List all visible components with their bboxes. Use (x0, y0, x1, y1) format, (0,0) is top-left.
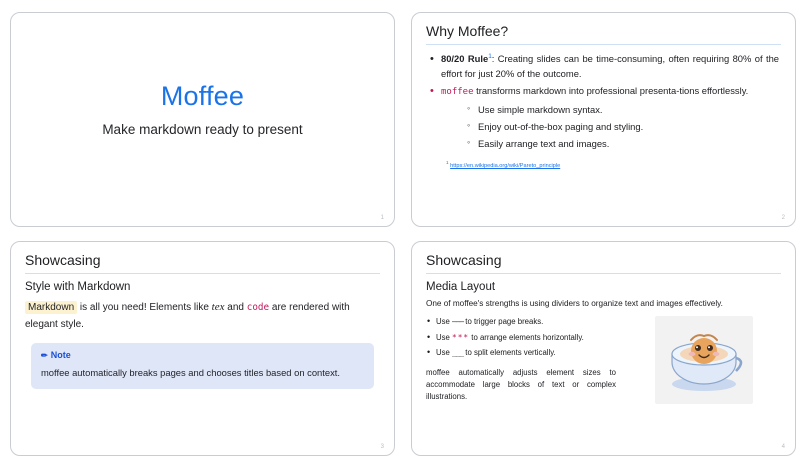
text-column (426, 316, 616, 404)
slide-2-why-moffee[interactable] (411, 12, 796, 227)
slide-3-style-with-markdown[interactable] (10, 241, 395, 456)
highlighted-text: Markdown (25, 301, 77, 314)
note-callout (31, 343, 374, 390)
list-item (428, 84, 779, 152)
slide-heading: Showcasing (426, 252, 502, 268)
body-paragraph (25, 299, 380, 333)
footnote-ref[interactable]: 1 (488, 53, 492, 60)
heading-divider (426, 273, 781, 274)
bullet-text: : Creating slides can be time-consuming, often requiring 80% of the effort for just 20% of the outcome. (441, 53, 779, 79)
page-title: Moffee (160, 80, 245, 111)
inline-code: moffee (441, 87, 474, 98)
slide-body (11, 281, 394, 389)
slide-1-title[interactable] (10, 12, 395, 227)
divider-token: *** (452, 332, 470, 342)
item-pre: Use (436, 348, 453, 358)
page-number: 1 (380, 215, 384, 221)
slide-4-media-layout[interactable] (411, 241, 796, 456)
list-item (426, 332, 616, 344)
divider-token: ——— (452, 317, 464, 326)
lead-paragraph: One of moffee's strengths is using dividers to organize text and images effectively. (426, 299, 723, 308)
slide-subheading: Media Layout (426, 281, 496, 293)
footnote (446, 159, 779, 171)
list-item: ◦ Enjoy out-of-the-box paging and styling. (467, 120, 779, 135)
paragraph-part: and (224, 302, 247, 313)
image-column (626, 316, 781, 404)
slide-1-content (11, 13, 394, 226)
paragraph-part: are rendered with elegant style. (25, 302, 350, 330)
slide-subheading: Style with Markdown (25, 281, 131, 293)
list-item: ◦ Easily arrange text and images. (467, 137, 779, 152)
note-text: moffee automatically breaks pages and chooses titles based on context. (41, 366, 340, 378)
page-number: 3 (380, 444, 384, 450)
note-title: Note (50, 349, 71, 360)
sub-bullet-list (441, 103, 779, 152)
divider-list (426, 316, 616, 359)
slide-body (412, 281, 795, 404)
bullet-list (428, 52, 779, 152)
item-post: to trigger page breaks. (463, 317, 544, 326)
paragraph-part: is all you need! Elements like (77, 302, 212, 313)
heading-divider (426, 44, 781, 45)
slide-heading: Showcasing (25, 252, 101, 268)
item-pre: Use (436, 332, 453, 342)
divider-token: ___ (452, 348, 464, 358)
footnote-marker: 1 (446, 159, 449, 165)
list-item (428, 52, 779, 81)
slide-heading: Why Moffee? (426, 23, 509, 39)
slide-body (412, 52, 795, 170)
item-post: to split elements vertically. (463, 348, 556, 358)
tex-sample: tex (211, 301, 225, 313)
inline-code: code (246, 302, 270, 313)
bullet-strong: 80/20 Rule (441, 53, 489, 65)
note-title-row (41, 350, 364, 360)
coffee-cup-illustration (655, 316, 753, 404)
two-column-layout (426, 316, 781, 404)
coffee-cup-icon (661, 324, 747, 396)
item-post: to arrange elements horizontally. (469, 332, 584, 342)
item-pre: Use (436, 317, 453, 326)
list-item (426, 316, 616, 328)
page-number: 2 (781, 215, 785, 221)
body-paragraph: moffee automatically adjusts element sizes to accommodate large blocks of text or complex illustrations. (426, 368, 616, 402)
footnote-link[interactable]: https://en.wikipedia.org/wiki/Pareto_principle (450, 162, 561, 169)
bullet-text: transforms markdown into professional presenta-tions effortlessly. (473, 85, 749, 97)
heading-divider (25, 273, 380, 274)
pencil-icon: ✏ (41, 350, 48, 360)
list-item: ◦ Use simple markdown syntax. (467, 103, 779, 118)
page-number: 4 (781, 444, 785, 450)
list-item (426, 347, 616, 359)
page-subtitle: Make markdown ready to present (102, 121, 303, 137)
